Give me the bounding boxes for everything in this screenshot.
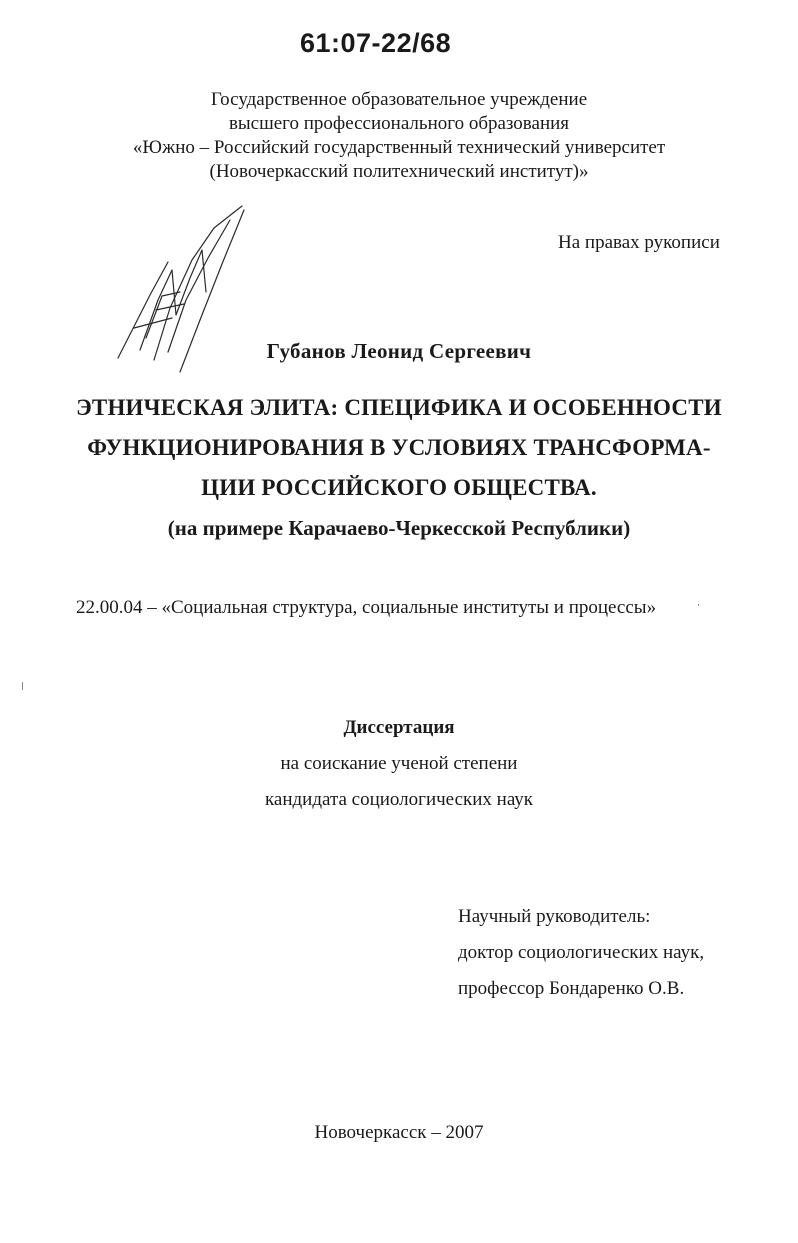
scan-speck xyxy=(698,604,699,606)
scan-speck xyxy=(22,682,23,690)
degree-name: кандидата социологических наук xyxy=(264,789,534,810)
title-line: ЦИИ РОССИЙСКОГО ОБЩЕСТВА. xyxy=(201,475,597,500)
supervisor-degree: доктор социологических наук, xyxy=(458,942,705,963)
institution-line: Государственное образовательное учреждение xyxy=(210,89,588,110)
institution-block xyxy=(0,88,798,184)
institution-line: высшего профессионального образования xyxy=(228,113,570,134)
dissertation-title xyxy=(0,388,798,508)
title-line: ФУНКЦИОНИРОВАНИЯ В УСЛОВИЯХ ТРАНСФОРМА- xyxy=(87,435,711,460)
supervisor-label: Научный руководитель: xyxy=(458,906,651,927)
institution-line: (Новочеркасский политехнический институт)» xyxy=(209,161,589,182)
degree-purpose: на соискание ученой степени xyxy=(280,753,518,774)
institution-line: «Южно – Российский государственный технический университет xyxy=(132,137,666,158)
dissertation-type: Диссертация xyxy=(343,717,455,738)
classification-code: 61:07-22/68 xyxy=(300,28,452,58)
title-line: ЭТНИЧЕСКАЯ ЭЛИТА: СПЕЦИФИКА И ОСОБЕННОСТИ xyxy=(76,395,722,420)
author-name: Губанов Леонид Сергеевич xyxy=(266,339,532,363)
supervisor-name: профессор Бондаренко О.В. xyxy=(458,978,685,999)
manuscript-rights: На правах рукописи xyxy=(558,232,720,253)
dissertation-subtitle: (на примере Карачаево-Черкесской Республики) xyxy=(167,516,631,540)
specialty-code: 22.00.04 – «Социальная структура, социальные институты и процессы» xyxy=(76,597,657,618)
place-year: Новочеркасск – 2007 xyxy=(314,1122,484,1143)
